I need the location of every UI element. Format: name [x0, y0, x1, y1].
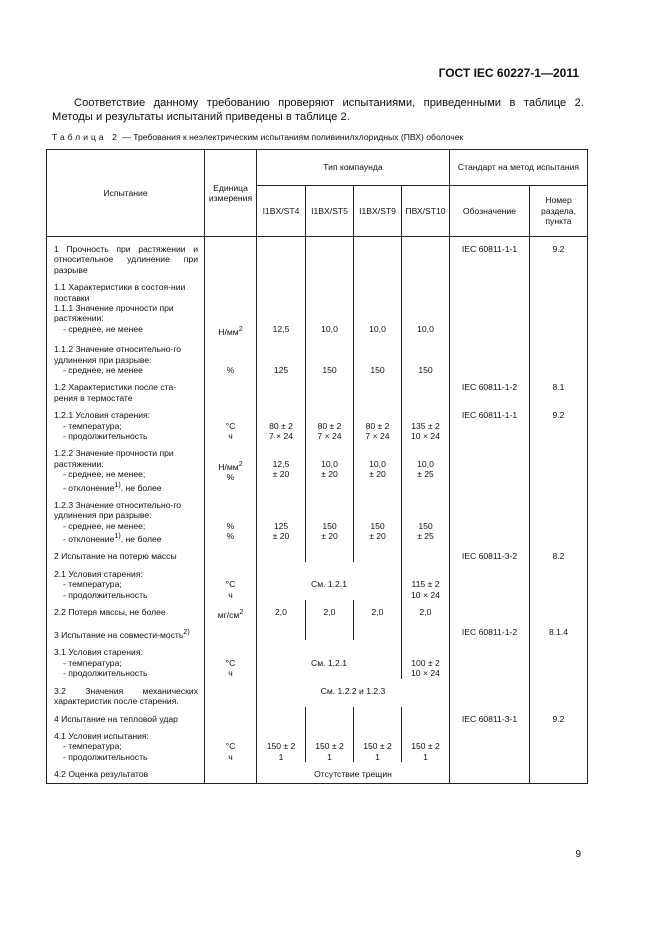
- row-unit: %: [226, 520, 235, 531]
- value-c2: ± 20: [321, 469, 338, 480]
- table-row: [47, 275, 588, 303]
- document-header: ГОСТ IEC 60227-1—2011: [438, 66, 579, 80]
- row-unit: мг/см: [217, 609, 240, 620]
- row-name: 3.2 Значения механических характеристик после старения.: [47, 679, 205, 707]
- table-caption: [52, 132, 463, 142]
- row-item: - среднее, не менее;: [63, 469, 146, 480]
- row-item: - среднее, не менее: [63, 323, 143, 334]
- table-caption-text: — Требования к неэлектрическим испытаниям поливинилхлоридных (ПВХ) оболочек: [119, 132, 464, 142]
- value-c2: ± 20: [321, 531, 338, 542]
- row-name: 1.2.3 Значение относительно-го удлинения при разрыве:: [54, 499, 182, 521]
- header-unit: Единица измерения: [205, 150, 257, 237]
- row-std: IEC 60811-1-2: [450, 620, 530, 640]
- value-c1: 125: [273, 364, 289, 375]
- table-row: [47, 337, 588, 375]
- row-item: - продолжительность: [63, 668, 148, 679]
- value-c3: 80 ± 2: [365, 420, 390, 431]
- value-c3: 2,0: [354, 600, 402, 620]
- value-c3: 1: [375, 751, 380, 762]
- row-unit: Н/мм: [218, 326, 239, 337]
- value-c1: 1: [278, 751, 284, 762]
- value-c3: 10,0: [369, 458, 386, 469]
- intro-paragraph: Соответствие данному требованию проверяют испытаниями, приведенными в таблице 2. Методы и результаты испытаний приведены в таблице 2.: [52, 97, 584, 123]
- table-row: [47, 441, 588, 492]
- row-name: 1.1 Характеристики в состоя-нии поставки: [47, 275, 205, 303]
- row-std: IEC 60811-3-1: [450, 707, 530, 724]
- row-unit: ч: [228, 751, 233, 762]
- row-unit: %: [226, 472, 235, 483]
- table-row: [47, 762, 588, 783]
- table-row: [47, 493, 588, 544]
- footnote-ref: 1): [114, 480, 121, 489]
- value-c4: 115 ± 2: [411, 579, 440, 590]
- value-c1: 80 ± 2: [269, 420, 293, 431]
- row-unit: °С: [225, 579, 236, 590]
- table-row: [47, 620, 588, 640]
- row-name: 2.1 Условия старения:: [54, 568, 143, 579]
- row-name: 4 Испытание на тепловой удар: [47, 707, 205, 724]
- table-row: [47, 600, 588, 620]
- row-sec: 8.1.4: [530, 620, 588, 640]
- row-std: IEC 60811-3-2: [450, 544, 530, 561]
- value-c1: ± 20: [272, 531, 290, 542]
- table-row: [47, 707, 588, 724]
- row-name: 3.1 Условия старения:: [54, 647, 143, 658]
- value-c4: 10 × 24: [411, 668, 440, 679]
- row-item-text: - отклонение: [63, 482, 115, 493]
- footnote-ref: 1): [114, 532, 121, 541]
- requirements-table: [46, 149, 588, 784]
- value-c1: 125: [273, 520, 289, 531]
- row-sec: 9.2: [530, 237, 588, 276]
- row-unit: °С: [225, 741, 236, 752]
- value-c2: 150 ± 2: [315, 741, 344, 752]
- value-c4: 150: [418, 520, 433, 531]
- row-item: - температура;: [63, 579, 122, 590]
- value-c4: ± 25: [417, 469, 434, 480]
- value-c1: 7 × 24: [268, 430, 294, 441]
- row-unit-sup: 2: [238, 324, 243, 333]
- row-name: 1.2.2 Значение прочности при растяжении:: [54, 448, 174, 469]
- value-c1: 12,5: [272, 458, 290, 469]
- row-unit: %: [226, 364, 235, 375]
- value-c4: 2,0: [402, 600, 450, 620]
- table-row: [47, 544, 588, 561]
- row-unit: ч: [228, 589, 233, 600]
- row-item: - температура;: [63, 420, 122, 431]
- row-std: IEC 60811-1-2: [450, 375, 530, 403]
- table-row: [47, 724, 588, 762]
- value-c2: 7 × 24: [317, 430, 342, 441]
- header-designation: Обозначение: [450, 186, 530, 237]
- table-row: [47, 562, 588, 600]
- merged-value: См. 1.2.1: [310, 657, 347, 668]
- value-c3: ± 20: [369, 531, 386, 542]
- row-item: - температура;: [63, 657, 122, 668]
- page-number: 9: [575, 849, 581, 860]
- value-c4: 10,0: [417, 458, 434, 469]
- row-unit: °С: [225, 420, 236, 431]
- value-c3: 7 × 24: [365, 430, 390, 441]
- row-unit: ч: [228, 668, 233, 679]
- value-c2: 10,0: [321, 458, 338, 469]
- value-c2: 1: [327, 751, 332, 762]
- row-unit: ч: [228, 430, 233, 441]
- row-item-text: - отклонение: [63, 533, 115, 544]
- value-c4: 10 × 24: [411, 589, 440, 600]
- merged-value: Отсутствие трещин: [257, 762, 450, 783]
- table-row: [47, 640, 588, 678]
- table-caption-label: Таблица 2: [52, 132, 120, 142]
- row-item: - среднее, не менее: [63, 364, 143, 375]
- value-c1: 12,5: [272, 323, 290, 334]
- row-item-text: , не более: [120, 533, 162, 544]
- value-c2: 150: [322, 520, 337, 531]
- table-row: [47, 303, 588, 337]
- row-name: 1.1.2 Значение относительно-го удлинения при разрыве:: [54, 344, 182, 365]
- value-c4: 10,0: [417, 323, 434, 334]
- row-sec: 8.2: [530, 544, 588, 561]
- row-item: - продолжительность: [63, 751, 148, 762]
- row-name: 4.2 Оценка результатов: [47, 762, 205, 783]
- row-item: - продолжительность: [63, 430, 148, 441]
- value-c2: 150: [322, 364, 337, 375]
- row-sec: 9.2: [530, 403, 588, 441]
- row-item: - температура;: [63, 741, 122, 752]
- value-c4: 100 ± 2: [411, 657, 440, 668]
- table-row: [47, 237, 588, 276]
- header-c4: ПВХ/ST10: [402, 186, 450, 237]
- value-c1: 150 ± 2: [266, 741, 296, 752]
- value-c1: ± 20: [272, 469, 290, 480]
- value-c3: 150 ± 2: [363, 741, 392, 752]
- value-c3: 150: [370, 520, 385, 531]
- value-c3: 10,0: [369, 323, 386, 334]
- row-name: 1.2.1 Условия старения:: [54, 410, 151, 421]
- row-name: 2.2 Потеря массы, не более: [47, 600, 205, 620]
- row-name: 2 Испытание на потерю массы: [47, 544, 205, 561]
- value-c4: 150: [418, 364, 433, 375]
- row-unit-sup: 2: [238, 459, 243, 468]
- value-c2: 10,0: [321, 323, 338, 334]
- header-standard: Стандарт на метод испытания: [450, 150, 588, 186]
- header-c2: I1BX/ST5: [306, 186, 354, 237]
- merged-value: См. 1.2.1: [310, 579, 347, 590]
- row-name: 3 Испытание на совмести-мость: [54, 630, 184, 641]
- value-c1: 2,0: [257, 600, 306, 620]
- table-row: [47, 375, 588, 403]
- row-unit: %: [226, 531, 235, 542]
- row-name: 4.1 Условия испытания:: [54, 730, 149, 741]
- row-item: [54, 480, 198, 493]
- header-test: Испытание: [47, 150, 205, 237]
- row-unit: °С: [225, 657, 236, 668]
- value-c3: ± 20: [369, 469, 386, 480]
- header-section: Номер раздела, пункта: [530, 186, 588, 237]
- table-row: [47, 403, 588, 441]
- value-c4: 135 ± 2: [411, 420, 440, 431]
- value-c4: ± 25: [417, 531, 434, 542]
- row-item: - среднее, не менее;: [63, 520, 146, 531]
- row-item-text: , не более: [120, 482, 162, 493]
- merged-value: См. 1.2.2 и 1.2.3: [257, 679, 450, 707]
- value-c4: 1: [423, 751, 428, 762]
- row-item: - продолжительность: [63, 589, 148, 600]
- header-c3: I1BX/ST9: [354, 186, 402, 237]
- value-c4: 10 × 24: [411, 430, 440, 441]
- row-sec: 9.2: [530, 707, 588, 724]
- row-std: IEC 60811-1-1: [450, 237, 530, 276]
- value-c3: 150: [370, 364, 385, 375]
- row-name: 1.1.1 Значение прочности при растяжении:: [54, 303, 174, 324]
- row-sec: 8.1: [530, 375, 588, 403]
- value-c4: 150 ± 2: [411, 741, 440, 752]
- row-name: 1 Прочность при растяжении и относительное удлинение при разрыве: [47, 237, 205, 276]
- value-c2: 80 ± 2: [317, 420, 342, 431]
- header-c1: I1BX/ST4: [257, 186, 306, 237]
- row-name: 1.2 Характеристики после ста-рения в термостате: [47, 375, 205, 403]
- value-c2: 2,0: [306, 600, 354, 620]
- footnote-ref: 2): [183, 628, 190, 637]
- row-unit-sup: 2: [239, 607, 244, 616]
- row-unit: Н/мм: [218, 461, 239, 472]
- row-item: [54, 531, 198, 544]
- header-compound: Тип компаунда: [257, 150, 450, 186]
- table-row: [47, 679, 588, 707]
- row-std: IEC 60811-1-1: [450, 403, 530, 441]
